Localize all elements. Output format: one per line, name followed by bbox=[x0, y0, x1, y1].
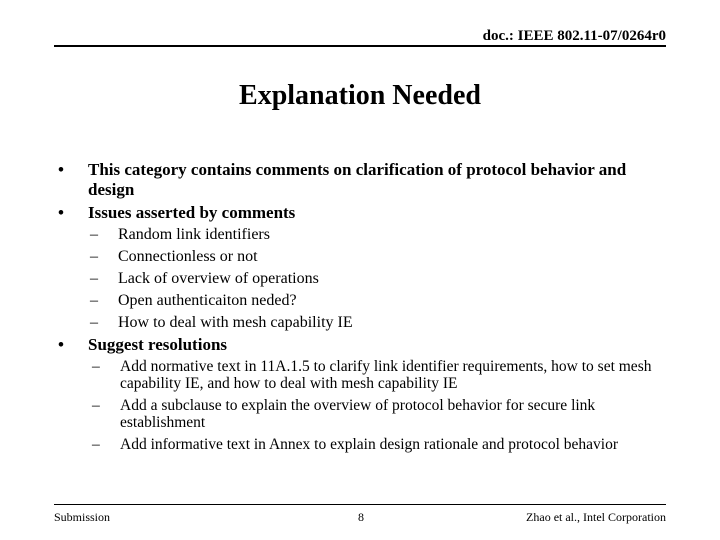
bullet-item bbox=[58, 335, 658, 355]
dash-marker: – bbox=[92, 436, 100, 453]
document-id: doc.: IEEE 802.11-07/0264r0 bbox=[482, 28, 666, 44]
bullet-text: This category contains comments on clarification of protocol behavior and design bbox=[88, 160, 627, 199]
sub-list-text: Open authenticaiton neded? bbox=[118, 292, 297, 309]
dash-marker: – bbox=[90, 226, 98, 243]
bullet-item bbox=[58, 160, 658, 200]
bullet-text: Issues asserted by comments bbox=[88, 203, 296, 222]
footer-submission: Submission bbox=[54, 510, 111, 524]
sub-list-text: Random link identifiers bbox=[118, 226, 270, 243]
page-number: 8 bbox=[358, 510, 364, 524]
dash-marker: – bbox=[90, 248, 98, 265]
dash-marker: – bbox=[90, 314, 98, 331]
sub-list-item bbox=[90, 224, 590, 246]
sub-list-text: Connectionless or not bbox=[118, 248, 258, 265]
bullet-marker: • bbox=[58, 160, 64, 179]
footer-author: Zhao et al., Intel Corporation bbox=[526, 510, 666, 524]
dash-marker: – bbox=[92, 397, 100, 414]
footer-divider bbox=[54, 504, 666, 505]
bullet-marker: • bbox=[58, 335, 64, 354]
bullet-marker: • bbox=[58, 203, 64, 222]
sub-list-text: Add a subclause to explain the overview of protocol behavior for secure link establishment bbox=[120, 397, 596, 431]
sub-list-text: Add informative text in Annex to explain design rationale and protocol behavior bbox=[120, 436, 619, 453]
sub-list-item bbox=[92, 358, 667, 392]
sub-list-item bbox=[92, 436, 667, 453]
sub-list-item bbox=[90, 312, 590, 334]
sub-list-item bbox=[90, 290, 590, 312]
dash-marker: – bbox=[90, 270, 98, 287]
sub-list-item bbox=[92, 397, 667, 431]
header-divider bbox=[54, 45, 666, 47]
sub-list-text: Add normative text in 11A.1.5 to clarify link identifier requirements, how to set mesh capability IE, and how to deal with mesh capability IE bbox=[120, 358, 652, 392]
sub-list-text: Lack of overview of operations bbox=[118, 270, 319, 287]
bullet-text: Suggest resolutions bbox=[88, 335, 228, 354]
sub-list-text: How to deal with mesh capability IE bbox=[118, 314, 353, 331]
bullet-item bbox=[58, 203, 658, 223]
sub-list-item bbox=[90, 246, 590, 268]
sub-list-item bbox=[90, 268, 590, 290]
slide-title: Explanation Needed bbox=[239, 80, 481, 111]
dash-marker: – bbox=[92, 358, 100, 375]
dash-marker: – bbox=[90, 292, 98, 309]
